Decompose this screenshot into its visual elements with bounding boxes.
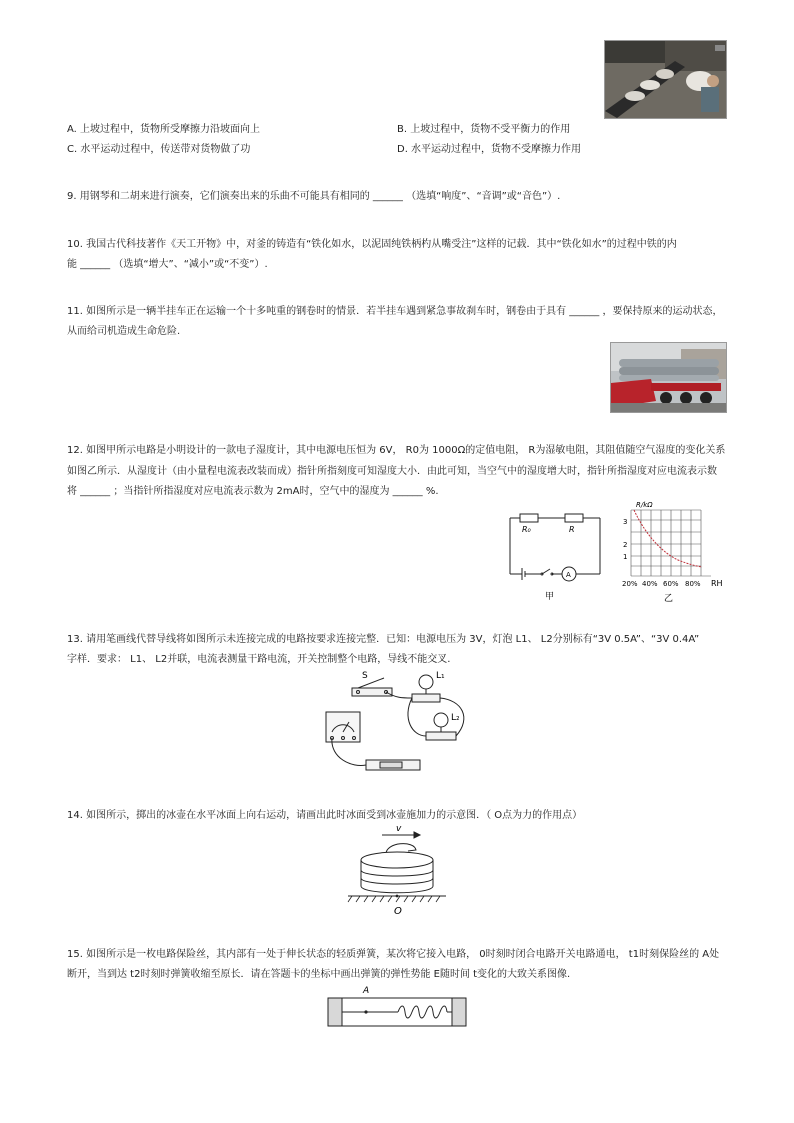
fuse-spring-diagram (326, 982, 470, 1030)
resistance-curve (634, 510, 702, 567)
lamp-l1-label: L₁ (436, 671, 445, 681)
curling-stone-diagram (344, 822, 450, 920)
question-13-line2: 字样．要求： L1、 L2并联，电流表测量干路电流，开关控制整个电路，导线不能交叉. (67, 654, 451, 665)
figure-yi-label: 乙 (664, 594, 674, 604)
velocity-label: v (396, 824, 402, 834)
lamp-l2-label: L₂ (451, 713, 460, 723)
graph-ytick-2: 2 (623, 541, 628, 549)
question-12-line1: 12. 如图甲所示电路是小明设计的一款电子湿度计，其中电源电压恒为 6V， R0为 1000Ω的定值电阻， R为湿敏电阻，其阻值随空气湿度的变化关系 (67, 445, 726, 456)
graph-ytick-1: 1 (623, 553, 628, 561)
humidity-circuit-diagram (505, 508, 605, 603)
switch-label: S (362, 671, 368, 681)
question-12-line3: 将 ______ ；当指针所指湿度对应电流表示数为 2mA时，空气中的湿度为 ______ %. (67, 486, 439, 497)
semi-trailer-photo (610, 342, 727, 413)
point-a-dot (364, 1010, 367, 1013)
point-o-label: O (394, 906, 402, 917)
graph-xtick-60: 60% (663, 580, 679, 588)
question-15-line1: 15. 如图所示是一枚电路保险丝，其内部有一处于伸长状态的轻质弹簧，某次将它接入电路， 0时刻时闭合电路开关电路通电， t1时刻保险丝的 A处 (67, 949, 720, 960)
graph-xtick-80: 80% (685, 580, 701, 588)
q8-option-a: A. 上坡过程中，货物所受摩擦力沿坡面向上 (67, 124, 261, 135)
figure-jia-label: 甲 (545, 592, 555, 602)
graph-y-axis-label: R/kΩ (636, 501, 653, 509)
question-14: 14. 如图所示，掷出的冰壶在水平冰面上向右运动，请画出此时冰面受到冰壶施加力的示意图．（ O点为力的作用点） (67, 810, 583, 821)
question-10-line1: 10. 我国古代科技著作《天工开物》中，对釜的铸造有“铁化如水，以泥固纯铁柄杓从嘴受注”这样的记载．其中“铁化如水”的过程中铁的内 (67, 239, 677, 250)
question-10-line2: 能 ______ （选填“增大”、“减小”或“不变”）. (67, 259, 268, 270)
question-12-line2: 如图乙所示．从湿度计（由小量程电流表改装而成）指针所指刻度可知湿度大小．由此可知，当空气中的湿度增大时，指针所指湿度对应电流表示数 (67, 466, 717, 477)
force-point-o (396, 895, 399, 898)
q8-option-c: C. 水平运动过程中，传送带对货物做了功 (67, 144, 251, 155)
humidity-resistance-graph (618, 498, 730, 606)
conveyor-belt-photo (604, 40, 727, 119)
parallel-circuit-kit-diagram (322, 668, 472, 780)
question-15-line2: 断开，当到达 t2时刻时弹簧收缩至原长．请在答题卡的坐标中画出弹簧的弹性势能 E随时间 t变化的大致关系图像. (67, 969, 571, 980)
graph-ytick-3: 3 (623, 518, 628, 526)
q8-option-b: B. 上坡过程中，货物不受平衡力的作用 (397, 124, 571, 135)
graph-xtick-20: 20% (622, 580, 638, 588)
question-9: 9. 用钢琴和二胡来进行演奏，它们演奏出来的乐曲不可能具有相同的 ______ （选填“响度”、“音调”或“音色”）. (67, 191, 561, 202)
q8-option-d: D. 水平运动过程中，货物不受摩擦力作用 (397, 144, 582, 155)
question-11-line2: 从而给司机造成生命危险. (67, 326, 181, 337)
ammeter-label: A (566, 571, 571, 579)
r-label: R (569, 525, 575, 534)
point-a-label: A (363, 986, 370, 996)
graph-xtick-40: 40% (642, 580, 658, 588)
question-13-line1: 13. 请用笔画线代替导线将如图所示未连接完成的电路按要求连接完整．已知：电源电压为 3V，灯泡 L1、 L2分别标有“3V 0.5A”、“3V 0.4A” (67, 634, 700, 645)
r0-label: R₀ (522, 525, 531, 534)
graph-x-axis-label: RH (711, 579, 723, 588)
question-11-line1: 11. 如图所示是一辆半挂车正在运输一个十多吨重的钢卷时的情景．若半挂车遇到紧急事故刹车时，钢卷由于具有 ______ ，要保持原来的运动状态， (67, 306, 723, 317)
